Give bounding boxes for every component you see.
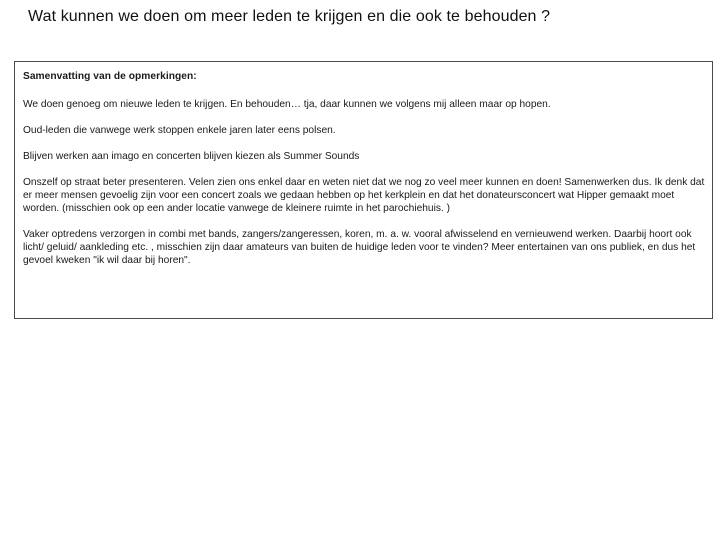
notes-paragraph: Oud-leden die vanwege werk stoppen enkele jaren later eens polsen. — [23, 125, 336, 136]
notes-paragraph: We doen genoeg om nieuwe leden te krijgen. En behouden… tja, daar kunnen we volgens mij alleen maar op hopen. — [23, 99, 551, 110]
notes-paragraph: Blijven werken aan imago en concerten blijven kiezen als Summer Sounds — [23, 151, 360, 162]
notes-paragraph: Vaker optredens verzorgen in combi met bands, zangers/zangeressen, koren, m. a. w. vooral afwisselend en vernieuwend werken. Daarbij hoort ook licht/ geluid/ aankleding etc. , misschien zijn daar amateurs van buiten de huidige leden voor te vinden? Meer entertainen van ons publiek, en dus het gevoel kweken "ik wil daar bij horen". — [23, 229, 696, 266]
notes-box — [14, 61, 713, 319]
page-title: Wat kunnen we doen om meer leden te krijgen en die ook te behouden ? — [28, 8, 551, 25]
notes-paragraph: Onszelf op straat beter presenteren. Velen zien ons enkel daar en weten niet dat we nog zo veel meer kunnen en doen! Samenwerken dus. Ik denk dat er meer mensen gevoelig zijn voor een concert zoals we gedaan hebben op het kerkplein en dat het donateursconcert wat Hipper gemaakt moet worden. (misschien ook op een ander locatie vanwege de kleinere ruimte in het parochiehuis. ) — [23, 177, 705, 214]
notes-heading: Samenvatting van de opmerkingen: — [23, 71, 197, 82]
